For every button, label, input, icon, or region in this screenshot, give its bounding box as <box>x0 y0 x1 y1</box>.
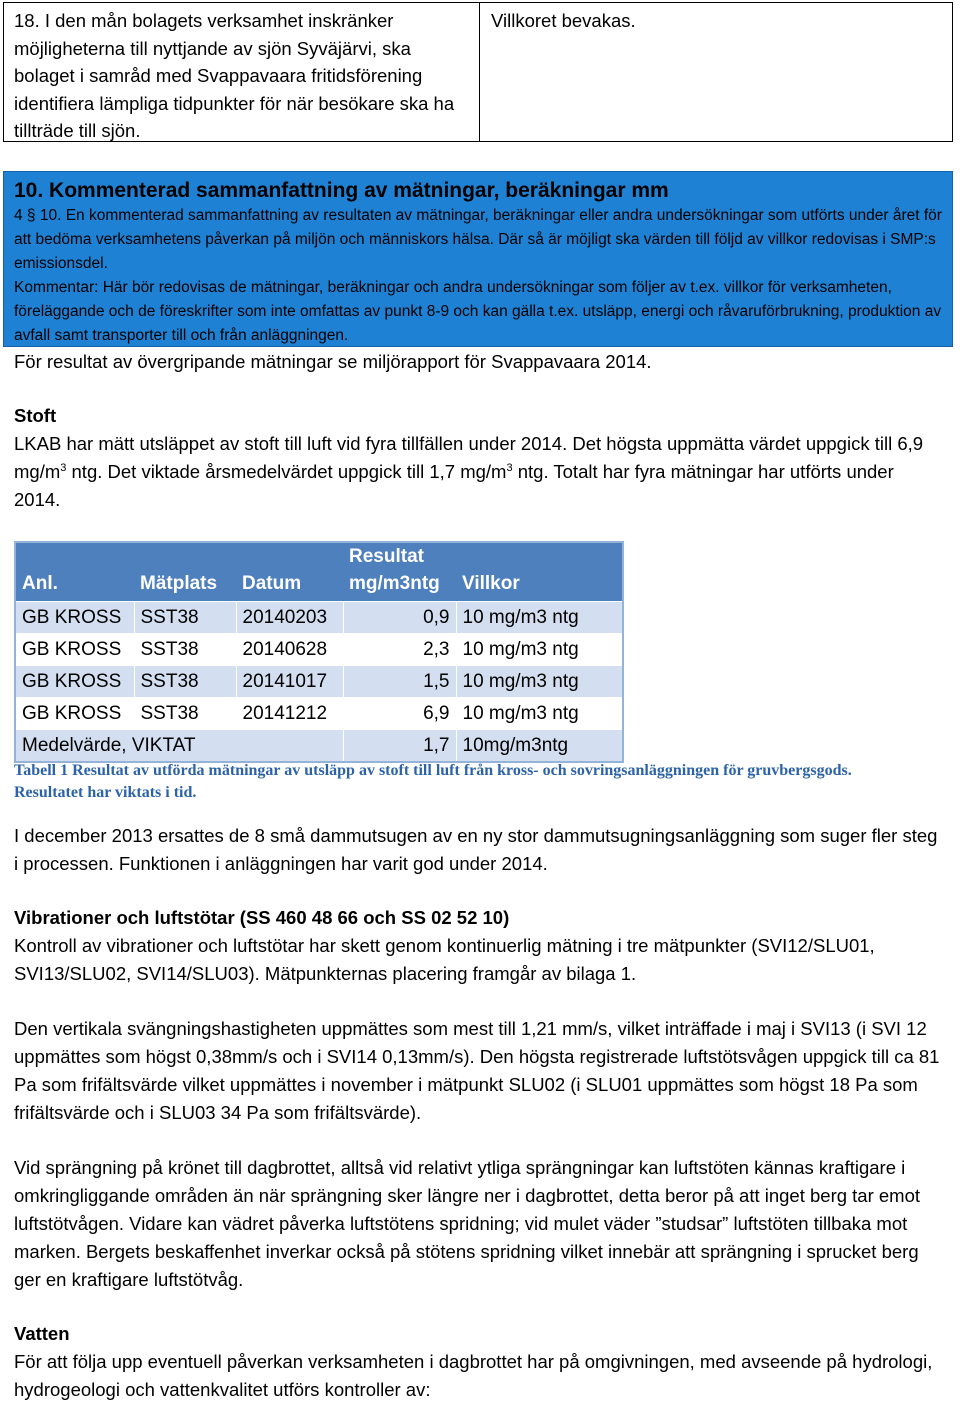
condition-text: 18. I den mån bolagets verksamhet inskränker möjligheterna till nyttjande av sjön Syväjärvi, ska bolaget i samråd med Svappavaara fritidsförening identifiera lämpliga tidpunkter för när besökare ska ha tillträde till sjön. <box>4 3 480 141</box>
section-title: 10. Kommenterad sammanfattning av mätningar, beräkningar mm <box>14 179 669 202</box>
header-resultat: Resultat mg/m3ntg <box>343 542 456 602</box>
vibration-paragraph: Kontroll av vibrationer och luftstötar har skett genom kontinuerlig mätning i tre mätpunkter (SVI12/SLU01, SVI13/SLU02, SVI14/SLU03). Mätpunkternas placering framgår av bilaga 1. <box>14 935 875 984</box>
vertical-velocity-paragraph: Den vertikala svängningshastigheten uppmättes som mest till 1,21 mm/s, vilket inträffade i maj i SVI13 (i SVI 12 uppmättes som högst 0,38mm/s och i SVI14 0,13mm/s). Den högsta registrerade luftstötsvågen uppgick till ca 81 Pa som frifältsvärde vilket uppmättes i november i mätpunkt SLU02 (i SLU01 uppmättes som högst 18 Pa som frifältsvärde och i SLU03 34 Pa som frifältsvärde). <box>14 1018 940 1123</box>
section-instructions <box>14 204 944 348</box>
table-header-row <box>15 542 623 602</box>
vatten-heading: Vatten <box>14 1323 70 1344</box>
condition-table <box>3 2 953 142</box>
section-box <box>3 171 953 347</box>
table-row: GB KROSS SST38 20140203 0,9 10 mg/m3 ntg <box>15 602 623 634</box>
table-row: GB KROSS SST38 20141212 6,9 10 mg/m3 ntg <box>15 698 623 730</box>
table-caption: Tabell 1 Resultat av utförda mätningar av utsläpp av stoft till luft från kross- och sovringsanläggningen för gruvbergsgods. Resultatet har viktats i tid. <box>14 762 852 801</box>
stoft-paragraph: LKAB har mätt utsläppet av stoft till luft vid fyra tillfällen under 2014. Det högsta uppmätta värdet uppgick till 6,9 $mg/m^3$ ntg. Det viktade årsmedelvärdet uppgick till 1,7 $mg/m^3$ ntg. Totalt har fyra mätningar har utförts under 2014. <box>14 433 924 510</box>
condition-status: Villkoret bevakas. <box>491 10 636 31</box>
header-villkor: Villkor <box>456 542 623 602</box>
header-matplats: Mätplats <box>134 542 236 602</box>
vibration-heading: Vibrationer och luftstötar (SS 460 48 66 och SS 02 52 10) <box>14 907 510 928</box>
intro-paragraph: För resultat av övergripande mätningar se miljörapport för Svappavaara 2014. <box>14 351 652 372</box>
stoft-heading: Stoft <box>14 405 57 426</box>
table-summary-row: Medelvärde, VIKTAT 1,7 10mg/m3ntg <box>15 730 623 763</box>
header-anl: Anl. <box>15 542 134 602</box>
measurement-table <box>14 541 624 763</box>
blasting-paragraph: Vid sprängning på krönet till dagbrottet, alltså vid relativt ytliga sprängningar kan luftstöten kännas kraftigare i omkringliggande områden än när sprängning sker längre ner i dagbrottet, detta beror på att inget berg tar emot luftstötvågen. Vidare kan vädret påverka luftstötens spridning; vid mulet väder ”studsar” luftstöten tillbaka mot marken. Bergets beskaffenhet inverkar också på stötens spridning vilket innebär att sprängning i sprucket berg ger en kraftigare luftstötvåg. <box>14 1157 921 1290</box>
table-row: GB KROSS SST38 20140628 2,3 10 mg/m3 ntg <box>15 634 623 666</box>
table-row: GB KROSS SST38 20141017 1,5 10 mg/m3 ntg <box>15 666 623 698</box>
vatten-paragraph: För att följa upp eventuell påverkan verksamheten i dagbrottet har på omgivningen, med avseende på hydrologi, hydrogeologi och vattenkvalitet utförs kontroller av: <box>14 1351 933 1400</box>
instruction-text: 4 § 10. En kommenterad sammanfattning av resultaten av mätningar, beräkningar eller andra undersökningar som utförts under året för att bedöma verksamhetens påverkan på miljön och människors hälsa. Där så är möjligt ska värden till följd av villkor redovisas i SMP:s emissionsdel. <box>14 207 942 272</box>
dammutsug-paragraph: I december 2013 ersattes de 8 små dammutsugen av en ny stor dammutsugningsanläggning som suger fler steg i processen. Funktionen i anläggningen har varit god under 2014. <box>14 825 938 874</box>
header-datum: Datum <box>236 542 343 602</box>
comment-text: Kommentar: Här bör redovisas de mätningar, beräkningar och andra undersökningar som följer av t.ex. villkor för verksamheten, föreläggande och de föreskrifter som inte omfattas av punkt 8-9 och kan gälla t.ex. utsläpp, energi och råvaruförbrukning, produktion av avfall samt transporter till och från anläggningen. <box>14 279 942 344</box>
